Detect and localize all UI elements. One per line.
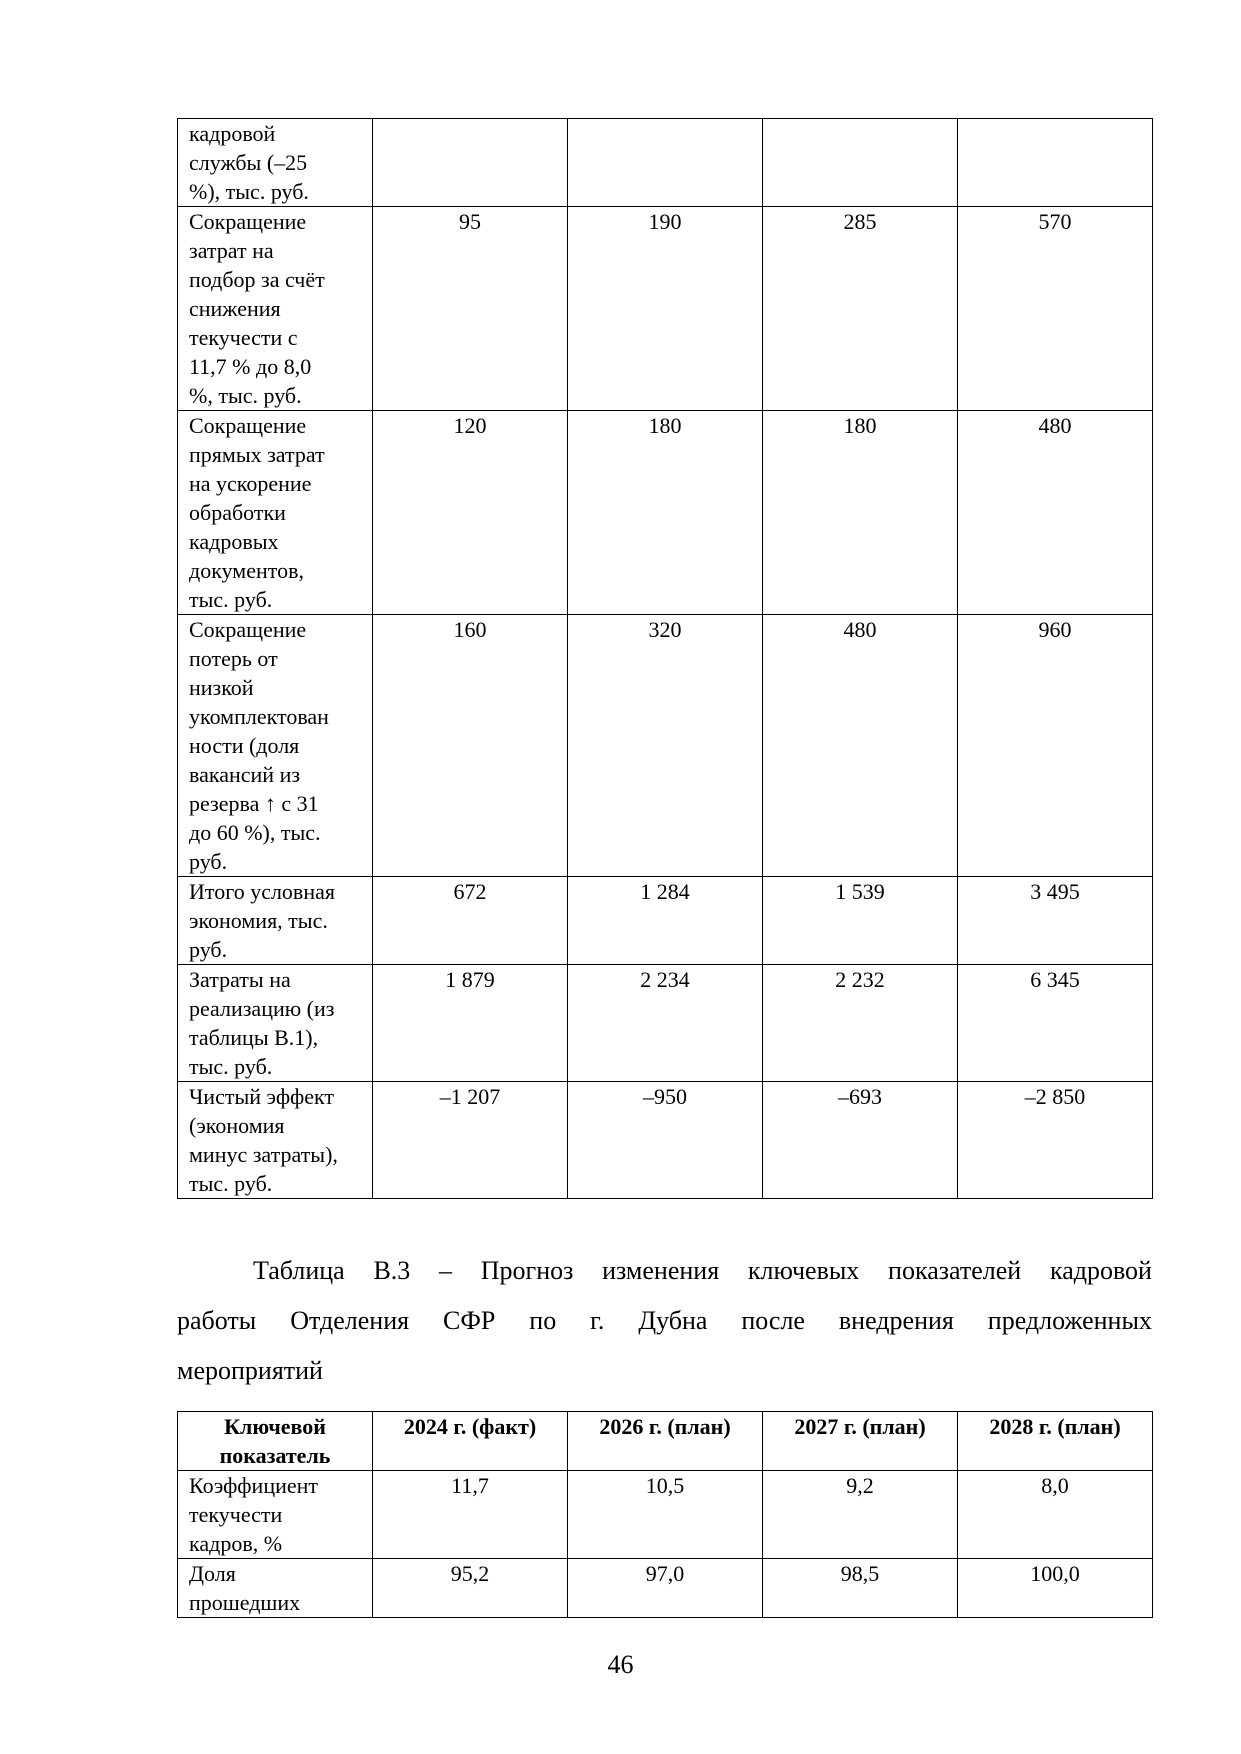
header-2026-plan: 2026 г. (план): [568, 1412, 763, 1471]
table-row: [178, 207, 1153, 411]
value-cell: 570: [958, 207, 1153, 411]
value-cell: –1 207: [373, 1082, 568, 1199]
value-cell: 1 879: [373, 965, 568, 1082]
row-label: Сокращение затрат на подбор за счёт снижения текучести с 11,7 % до 8,0 %, тыс. руб.: [178, 207, 373, 411]
value-cell: 480: [958, 411, 1153, 615]
caption-line-3: мероприятий: [177, 1356, 323, 1385]
value-cell: 98,5: [763, 1559, 958, 1618]
caption-word: показателей: [888, 1256, 1022, 1285]
value-cell: 95: [373, 207, 568, 411]
value-cell: 2 232: [763, 965, 958, 1082]
value-cell: [568, 119, 763, 207]
key-indicators-table-body: [178, 1471, 1153, 1618]
value-cell: 1 539: [763, 877, 958, 965]
table-row: [178, 965, 1153, 1082]
row-label: Итого условная экономия, тыс. руб.: [178, 877, 373, 965]
caption-word: В.3: [373, 1256, 411, 1285]
value-cell: 285: [763, 207, 958, 411]
caption-word: изменения: [602, 1256, 720, 1285]
value-cell: [763, 119, 958, 207]
value-cell: 180: [763, 411, 958, 615]
value-cell: 190: [568, 207, 763, 411]
value-cell: 120: [373, 411, 568, 615]
row-label: Сокращение прямых затрат на ускорение обработки кадровых документов, тыс. руб.: [178, 411, 373, 615]
value-cell: –2 850: [958, 1082, 1153, 1199]
caption-word: Прогноз: [480, 1256, 574, 1285]
value-cell: 6 345: [958, 965, 1153, 1082]
key-indicators-header-row: [178, 1412, 1153, 1471]
value-cell: 100,0: [958, 1559, 1153, 1618]
header-2024-fact: 2024 г. (факт): [373, 1412, 568, 1471]
table-row: [178, 615, 1153, 877]
row-label: Чистый эффект (экономия минус затраты), тыс. руб.: [178, 1082, 373, 1199]
value-cell: 672: [373, 877, 568, 965]
caption-word: Таблица: [253, 1256, 345, 1285]
key-indicators-table: [177, 1411, 1153, 1618]
table-row: [178, 119, 1153, 207]
caption-line-1: [177, 1246, 1152, 1296]
row-label: кадровой службы (–25 %), тыс. руб.: [178, 119, 373, 207]
caption-word: г.: [590, 1306, 605, 1335]
value-cell: [958, 119, 1153, 207]
caption-word: после: [741, 1306, 805, 1335]
caption-word: предложенных: [987, 1306, 1152, 1335]
caption-word: по: [529, 1306, 557, 1335]
table-caption: [177, 1246, 1152, 1396]
caption-word: кадровой: [1049, 1256, 1152, 1285]
table-row: [178, 877, 1153, 965]
value-cell: 10,5: [568, 1471, 763, 1559]
caption-word: работы: [177, 1306, 257, 1335]
row-label: Коэффициент текучести кадров, %: [178, 1471, 373, 1559]
cost-savings-table: [177, 118, 1153, 1199]
value-cell: 11,7: [373, 1471, 568, 1559]
value-cell: 9,2: [763, 1471, 958, 1559]
value-cell: 95,2: [373, 1559, 568, 1618]
value-cell: –693: [763, 1082, 958, 1199]
table-row: [178, 1471, 1153, 1559]
caption-word: внедрения: [838, 1306, 954, 1335]
header-indicator: Ключевой показатель: [178, 1412, 373, 1471]
header-2028-plan: 2028 г. (план): [958, 1412, 1153, 1471]
value-cell: 480: [763, 615, 958, 877]
table-row: [178, 1559, 1153, 1618]
caption-word: –: [439, 1256, 453, 1285]
value-cell: 320: [568, 615, 763, 877]
row-label: Сокращение потерь от низкой укомплектован ности (доля вакансий из резерва ↑ с 31 до 60 %), тыс. руб.: [178, 615, 373, 877]
value-cell: 3 495: [958, 877, 1153, 965]
value-cell: 960: [958, 615, 1153, 877]
value-cell: 8,0: [958, 1471, 1153, 1559]
header-2027-plan: 2027 г. (план): [763, 1412, 958, 1471]
page-number: 46: [607, 1650, 634, 1679]
row-label: Затраты на реализацию (из таблицы В.1), тыс. руб.: [178, 965, 373, 1082]
value-cell: 160: [373, 615, 568, 877]
caption-word: ключевых: [747, 1256, 860, 1285]
cost-savings-table-body: [178, 119, 1153, 1199]
value-cell: [373, 119, 568, 207]
caption-word: Отделения: [290, 1306, 410, 1335]
caption-word: СФР: [443, 1306, 496, 1335]
value-cell: 180: [568, 411, 763, 615]
value-cell: –950: [568, 1082, 763, 1199]
caption-line-2: [177, 1296, 1152, 1346]
row-label: Доля прошедших: [178, 1559, 373, 1618]
table-row: [178, 1082, 1153, 1199]
value-cell: 2 234: [568, 965, 763, 1082]
value-cell: 1 284: [568, 877, 763, 965]
value-cell: 97,0: [568, 1559, 763, 1618]
caption-word: Дубна: [638, 1306, 708, 1335]
table-row: [178, 411, 1153, 615]
